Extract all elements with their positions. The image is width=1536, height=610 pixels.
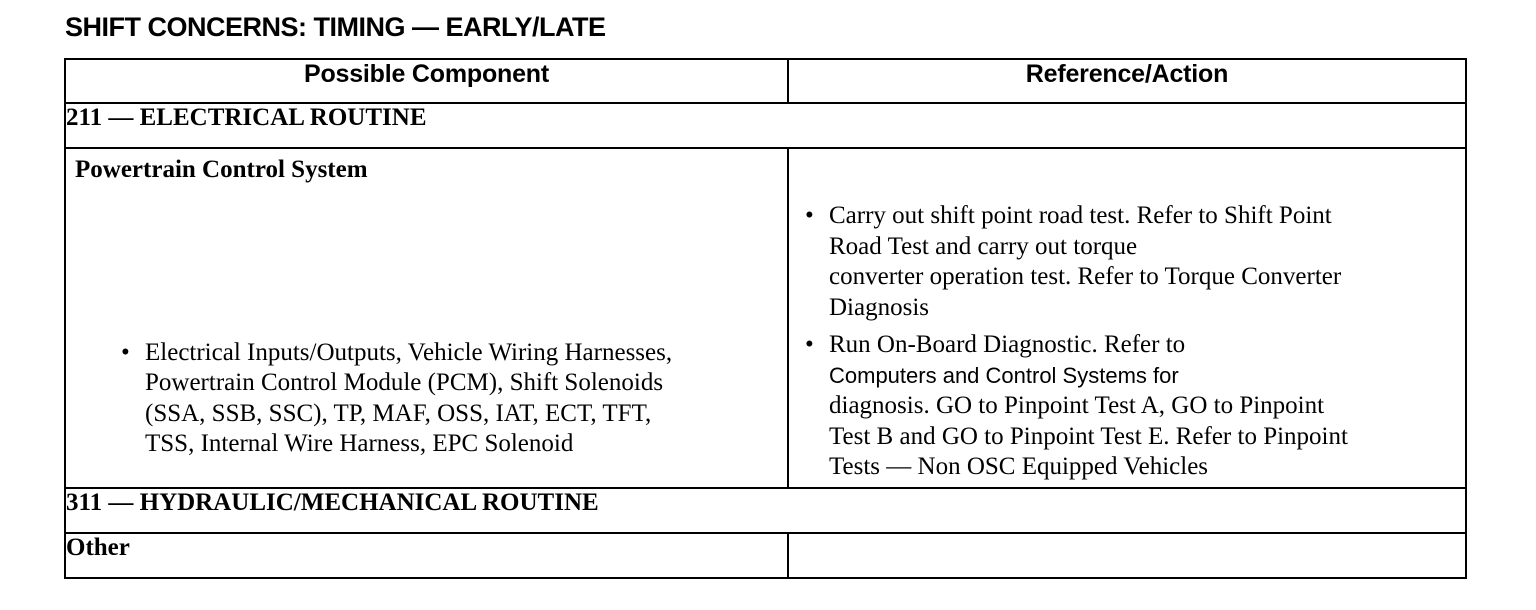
reference-action-cell-empty: [788, 533, 1466, 578]
shift-concerns-table: [64, 58, 1467, 579]
action-line: Carry out shift point road test. Refer to Shift Point: [829, 202, 1332, 229]
action-line: Run On-Board Diagnostic. Refer to: [829, 331, 1186, 358]
action-item-road-test: [789, 201, 1465, 323]
component-line: TSS, Internal Wire Harness, EPC Solenoid: [145, 430, 574, 457]
action-line: Tests — Non OSC Equipped Vehicles: [829, 453, 1209, 480]
category-label-powertrain: Powertrain Control System: [75, 156, 368, 183]
section-row-hydraulic: [65, 488, 1466, 533]
column-header-possible-component: Possible Component: [65, 59, 788, 103]
component-list-item: [66, 338, 787, 466]
table-row-other: [65, 533, 1466, 578]
action-line: Test B and GO to Pinpoint Test E. Refer to Pinpoint: [829, 422, 1348, 450]
action-line-computers-link: Computers and Control Systems for: [829, 362, 1179, 388]
action-line: Diagnosis: [829, 293, 929, 321]
bullet-glyph: •: [805, 202, 814, 229]
action-line: Road Test and carry out torque: [829, 232, 1138, 260]
action-line: diagnosis. GO to Pinpoint Test A, GO to Pinpoint: [829, 392, 1325, 419]
component-line: Electrical Inputs/Outputs, Vehicle Wiring Harnesses,: [145, 338, 673, 366]
page-title: SHIFT CONCERNS: TIMING — EARLY/LATE: [65, 12, 606, 42]
bullet-glyph: •: [805, 331, 814, 358]
reference-action-cell: [788, 148, 1466, 488]
section-label-hydraulic-mechanical-routine: 311 — HYDRAULIC/MECHANICAL ROUTINE: [65, 488, 1466, 533]
category-label-other: Other: [65, 533, 788, 578]
table-header-row: [65, 59, 1466, 103]
action-line: converter operation test. Refer to Torque Converter: [829, 263, 1342, 290]
possible-component-cell: [65, 148, 788, 488]
component-line: (SSA, SSB, SSC), TP, MAF, OSS, IAT, ECT, TFT,: [145, 399, 652, 427]
table-row-powertrain: [65, 148, 1466, 488]
action-item-on-board-diagnostic: [789, 330, 1465, 483]
section-row-electrical: [65, 103, 1466, 148]
component-line: Powertrain Control Module (PCM), Shift Solenoids: [145, 369, 664, 396]
column-header-reference-action: Reference/Action: [788, 59, 1466, 103]
section-label-electrical-routine: 211 — ELECTRICAL ROUTINE: [65, 103, 1466, 148]
bullet-glyph: •: [121, 338, 130, 366]
